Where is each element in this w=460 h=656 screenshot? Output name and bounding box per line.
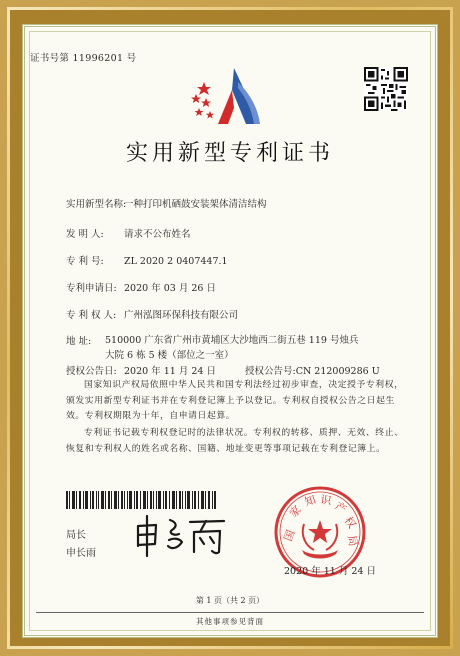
grant-pub-value: CN 212009286 U [295,366,380,377]
certificate-number [30,50,136,64]
address-value [105,333,365,363]
handwritten-signature [132,512,228,558]
certificate-number-label: 证书号第 [30,53,70,64]
patent-office-emblem-icon [188,64,272,128]
body-paragraph-1: 国家知识产权局依照中华人民共和国专利法经过初步审查，决定授予专利权，颁发实用新型专利证书并在专利登记簿上予以登记。专利权自授权公告之日起生效。专利权期限为十年，自申请日起算。 [66,380,404,421]
page-number: 第 1 页（共 2 页） [195,596,265,605]
director-name: 申长雨 [66,548,96,559]
field-filing-date [66,280,216,294]
field-patent-number [66,253,228,267]
field-label: 地 址: [66,336,92,347]
field-label: 发 明 人: [66,229,104,240]
svg-text:产: 产 [332,499,349,517]
svg-text:识: 识 [319,493,333,508]
field-inventor [66,226,191,240]
field-label: 专 利 号: [66,256,104,267]
field-value: 2020 年 11 月 24 日 [124,366,216,377]
field-grant-date [66,363,380,377]
field-patentee [66,307,238,321]
certificate-number-value: 11996201 [72,53,124,64]
address-line-2: 大院 6 栋 5 楼（部位之一室） [105,350,234,361]
address-line-1: 510000 广东省广州市黄埔区大沙地西二街五巷 119 号烛兵 [105,335,359,346]
seal-date: 2020 年 11 月 24 日 [284,566,376,577]
svg-text:局: 局 [345,534,360,548]
field-value: ZL 2020 2 0407447.1 [124,256,228,267]
field-label: 授权公告日: [66,366,117,377]
field-label: 专利申请日: [66,283,117,294]
svg-text:知: 知 [302,493,318,509]
svg-text:家: 家 [286,503,304,521]
field-value: 一种打印机硒鼓安装架体清洁结构 [124,199,267,210]
svg-text:权: 权 [341,514,359,531]
field-label: 实用新型名称: [66,199,127,210]
grant-pub-label: 授权公告号: [244,366,296,377]
svg-text:国: 国 [281,528,298,544]
footer-note: 其他事项参见背面 [196,617,264,626]
body-paragraph-2: 专利证书记载专利权登记时的法律状况。专利权的转移、质押、无效、终止、恢复和专利权人的姓名或名称、国籍、地址变更等事项记载在专利登记簿上。 [66,428,404,454]
field-value: 2020 年 03 月 26 日 [124,283,216,294]
footer-divider [36,612,424,613]
certificate-title: 实用新型专利证书 [125,141,334,166]
field-value: 广州泓图环保科技有限公司 [124,310,239,321]
field-value: 请求不公布姓名 [124,229,191,240]
director-title: 局长 [66,530,86,541]
qr-code-icon [364,67,408,111]
certificate-number-suffix: 号 [126,53,137,64]
field-utility-model-name [66,196,267,210]
barcode-icon [66,491,216,509]
field-label: 专 利 权 人: [66,310,117,321]
